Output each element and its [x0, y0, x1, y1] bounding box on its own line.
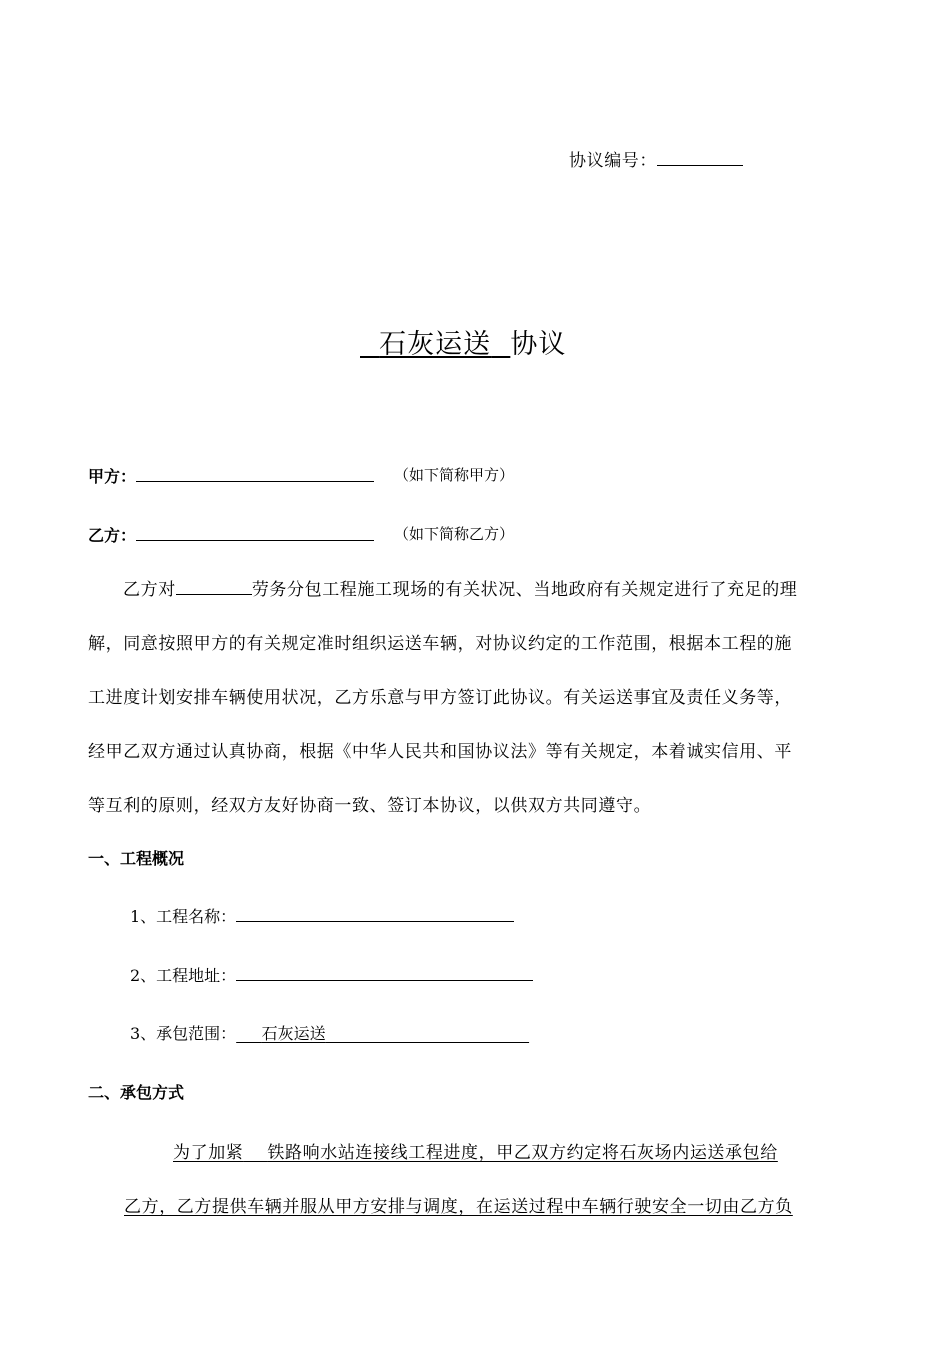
contract-scope-value-field [236, 1021, 543, 1044]
intro-line1-prefix: 乙方对 [123, 580, 176, 600]
intro-line-5: 等互利的原则，经双方友好协商一致、签订本协议，以供双方共同遵守。 [88, 796, 652, 816]
intro-line-1 [123, 575, 797, 600]
intro-blank[interactable] [176, 593, 252, 595]
contract-scope-label: 3、承包范围： [130, 1024, 237, 1043]
party-b-blank[interactable] [136, 539, 374, 541]
section-2-line1-b: 铁路响水站连接线工程进度，甲乙双方约定将石灰场内运送承包给 [267, 1143, 778, 1163]
agreement-number-blank[interactable] [657, 164, 743, 166]
title-subject: 石灰运送 [379, 329, 492, 360]
project-name-row [130, 904, 514, 927]
section-2-line1-a: 为了加紧 [173, 1143, 244, 1163]
party-a-row [88, 464, 374, 487]
party-b-note: （如下简称乙方） [394, 525, 515, 543]
party-a-blank[interactable] [136, 480, 374, 482]
intro-line-4: 经甲乙双方通过认真协商，根据《中华人民共和国协议法》等有关规定，本着诚实信用、平 [88, 742, 792, 762]
party-a-note: （如下简称甲方） [394, 466, 515, 484]
contract-scope-row [130, 1021, 543, 1044]
agreement-number-label: 协议编号： [569, 151, 657, 171]
project-address-blank[interactable] [236, 979, 533, 981]
party-b-row [88, 523, 374, 546]
contract-scope-value: 石灰运送 [261, 1024, 326, 1043]
intro-line1-suffix: 劳务分包工程施工现场的有关状况、当地政府有关规定进行了充足的理 [251, 580, 798, 600]
intro-line-3: 工进度计划安排车辆使用状况，乙方乐意与甲方签订此协议。有关运送事宜及责任义务等， [88, 688, 792, 708]
project-address-label: 2、工程地址： [130, 966, 237, 985]
section-1-heading: 一、工程概况 [88, 849, 185, 868]
project-name-blank[interactable] [236, 920, 514, 922]
section-2-heading: 二、承包方式 [88, 1083, 185, 1102]
party-a-label: 甲方： [88, 467, 137, 486]
title-suffix: 协议 [510, 329, 567, 360]
party-b-label: 乙方： [88, 526, 137, 545]
project-name-label: 1、工程名称： [130, 907, 237, 926]
project-address-row [130, 963, 533, 986]
page-title [360, 322, 566, 361]
section-2-line-2: 乙方，乙方提供车辆并服从甲方安排与调度，在运送过程中车辆行驶安全一切由乙方负 [124, 1197, 793, 1217]
section-2-line-1 [173, 1138, 778, 1163]
title-subject-underline [360, 329, 510, 360]
agreement-number [569, 146, 743, 171]
intro-line-2: 解，同意按照甲方的有关规定准时组织运送车辆，对协议约定的工作范围，根据本工程的施 [88, 634, 792, 654]
